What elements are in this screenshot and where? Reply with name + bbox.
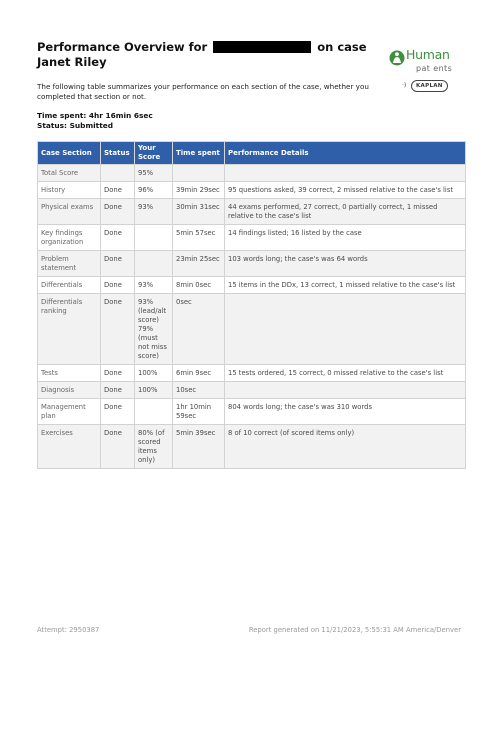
kaplan-dots-icon: ·) [402, 82, 407, 89]
cell-details [225, 382, 466, 399]
meta-info [37, 111, 153, 131]
table-header-row [38, 142, 466, 165]
table-row [38, 425, 466, 469]
human-figure-icon [389, 50, 405, 66]
cell-status [101, 165, 135, 182]
cell-time: 6min 9sec [173, 365, 225, 382]
cell-score: 100% [135, 382, 173, 399]
redacted-name [213, 41, 311, 53]
attempt-id: Attempt: 2950387 [37, 626, 100, 634]
cell-status: Done [101, 399, 135, 425]
cell-score: 96% [135, 182, 173, 199]
cell-time: 5min 39sec [173, 425, 225, 469]
table-row [38, 277, 466, 294]
performance-table [37, 141, 466, 469]
cell-section: Diagnosis [38, 382, 101, 399]
table-row [38, 382, 466, 399]
intro-text: The following table summarizes your performance on each section of the case, whether you completed that section or not. [37, 82, 369, 101]
cell-time: 23min 25sec [173, 251, 225, 277]
cell-section: Tests [38, 365, 101, 382]
title-suffix: on case Janet Riley [37, 40, 367, 69]
table-row [38, 182, 466, 199]
table-row [38, 399, 466, 425]
cell-details: 44 exams performed, 27 correct, 0 partially correct, 1 missed relative to the case's list [225, 199, 466, 225]
cell-details: 95 questions asked, 39 correct, 2 missed relative to the case's list [225, 182, 466, 199]
table-row [38, 251, 466, 277]
cell-section: Key findings organization [38, 225, 101, 251]
cell-score: 93% (lead/alt score) 79% (must not miss score) [135, 294, 173, 365]
table-row [38, 294, 466, 365]
cell-time [173, 165, 225, 182]
cell-status: Done [101, 294, 135, 365]
table-row [38, 225, 466, 251]
cell-section: History [38, 182, 101, 199]
cell-details: 8 of 10 correct (of scored items only) [225, 425, 466, 469]
cell-details: 15 items in the DDx, 13 correct, 1 missed relative to the case's list [225, 277, 466, 294]
cell-score [135, 225, 173, 251]
cell-time: 10sec [173, 382, 225, 399]
cell-status: Done [101, 182, 135, 199]
cell-time: 8min 0sec [173, 277, 225, 294]
col-performance-details: Performance Details [225, 142, 466, 165]
title-prefix: Performance Overview for [37, 40, 208, 54]
cell-time: 39min 29sec [173, 182, 225, 199]
col-status: Status [101, 142, 135, 165]
cell-time: 0sec [173, 294, 225, 365]
cell-score: 93% [135, 199, 173, 225]
cell-section: Physical exams [38, 199, 101, 225]
cell-details: 804 words long; the case's was 310 words [225, 399, 466, 425]
cell-details: 14 findings listed; 16 listed by the case [225, 225, 466, 251]
cell-status: Done [101, 365, 135, 382]
cell-status: Done [101, 382, 135, 399]
time-spent: Time spent: 4hr 16min 6sec [37, 111, 153, 120]
cell-section: Total Score [38, 165, 101, 182]
status-line: Status: Submitted [37, 121, 114, 130]
col-your-score: Your Score [135, 142, 173, 165]
cell-status: Done [101, 277, 135, 294]
cell-details: 103 words long; the case's was 64 words [225, 251, 466, 277]
logo-brand: Human [406, 47, 450, 62]
cell-score [135, 399, 173, 425]
logo-partner: KAPLAN [411, 80, 448, 92]
cell-time: 5min 57sec [173, 225, 225, 251]
cell-section: Exercises [38, 425, 101, 469]
cell-status: Done [101, 225, 135, 251]
logo-sub: pat ents [416, 64, 453, 73]
cell-details [225, 294, 466, 365]
table-row [38, 165, 466, 182]
cell-section: Management plan [38, 399, 101, 425]
cell-section: Problem statement [38, 251, 101, 277]
cell-section: Differentials ranking [38, 294, 101, 365]
cell-section: Differentials [38, 277, 101, 294]
cell-status: Done [101, 251, 135, 277]
table-row [38, 365, 466, 382]
col-case-section: Case Section [38, 142, 101, 165]
cell-score: 80% (of scored items only) [135, 425, 173, 469]
col-time-spent: Time spent [173, 142, 225, 165]
cell-score: 95% [135, 165, 173, 182]
cell-status: Done [101, 199, 135, 225]
cell-score: 93% [135, 277, 173, 294]
cell-details [225, 165, 466, 182]
page-title [37, 40, 382, 70]
cell-time: 30min 31sec [173, 199, 225, 225]
cell-score [135, 251, 173, 277]
human-patients-logo [389, 46, 469, 98]
cell-status: Done [101, 425, 135, 469]
cell-score: 100% [135, 365, 173, 382]
report-generated: Report generated on 11/21/2023, 5:55:31 AM America/Denver [248, 626, 461, 634]
cell-details: 15 tests ordered, 15 correct, 0 missed relative to the case's list [225, 365, 466, 382]
cell-time: 1hr 10min 59sec [173, 399, 225, 425]
table-row [38, 199, 466, 225]
